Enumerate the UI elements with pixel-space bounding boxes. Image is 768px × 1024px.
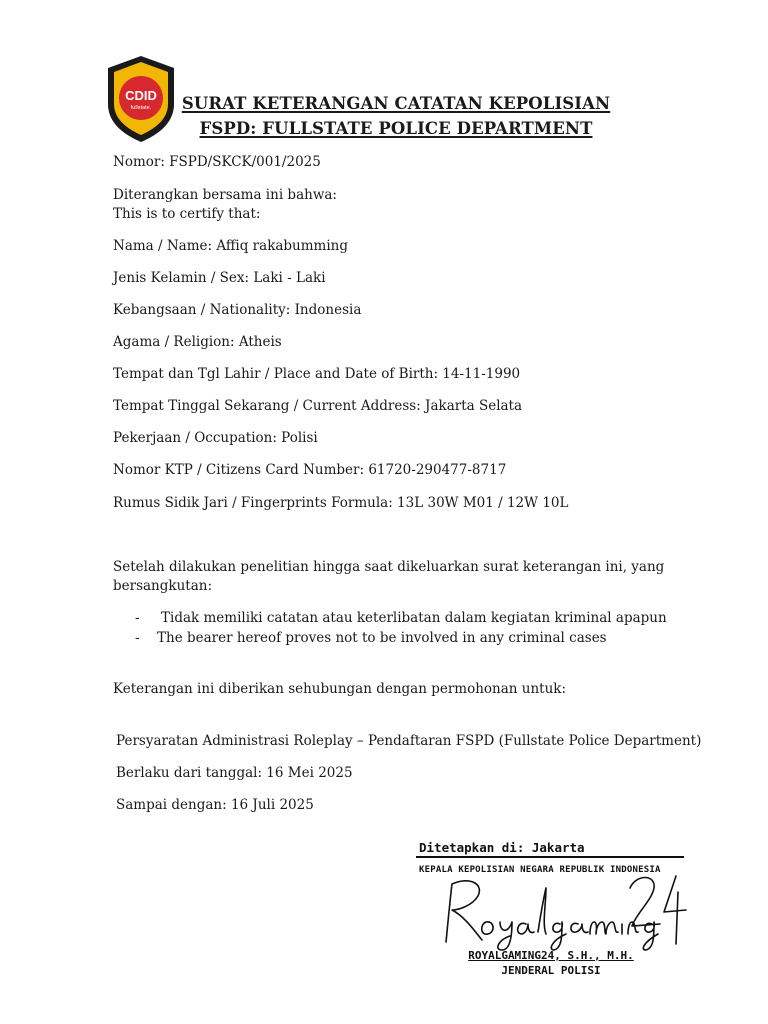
valid-until: Sampai dengan: 16 Juli 2025 bbox=[116, 797, 314, 813]
logo-text: CDID bbox=[125, 88, 157, 103]
intro-english: This is to certify that: bbox=[113, 206, 261, 222]
signature-divider bbox=[416, 856, 684, 858]
signatory-name: ROYALGAMING24, S.H., M.H. bbox=[468, 949, 634, 962]
logo-subtext: fullstate. bbox=[130, 105, 152, 111]
intro-indonesian: Diterangkan bersama ini bahwa: bbox=[113, 187, 337, 203]
signatory-rank: JENDERAL POLISI bbox=[501, 964, 601, 977]
field-occupation: Pekerjaan / Occupation: Polisi bbox=[113, 430, 318, 446]
bullet-dash: - bbox=[135, 630, 140, 646]
purpose: Persyaratan Administrasi Roleplay – Pendaftaran FSPD (Fullstate Police Department) bbox=[116, 733, 702, 749]
statement-line-2: bersangkutan: bbox=[113, 578, 212, 594]
signature-block bbox=[416, 836, 686, 986]
bullet-text: The bearer hereof proves not to be involved in any criminal cases bbox=[157, 630, 607, 646]
valid-from: Berlaku dari tanggal: 16 Mei 2025 bbox=[116, 765, 353, 781]
field-religion: Agama / Religion: Atheis bbox=[113, 334, 282, 350]
statement-line-1: Setelah dilakukan penelitian hingga saat dikeluarkan surat keterangan ini, yang bbox=[113, 559, 665, 575]
signature-place: Ditetapkan di: Jakarta bbox=[419, 840, 585, 855]
field-nationality: Kebangsaan / Nationality: Indonesia bbox=[113, 302, 362, 318]
field-birth: Tempat dan Tgl Lahir / Place and Date of Birth: 14-11-1990 bbox=[113, 366, 521, 382]
title-line-2: FSPD: FULLSTATE POLICE DEPARTMENT bbox=[199, 119, 593, 138]
field-address: Tempat Tinggal Sekarang / Current Address: Jakarta Selata bbox=[113, 398, 523, 414]
field-sex: Jenis Kelamin / Sex: Laki - Laki bbox=[113, 270, 326, 286]
handwritten-signature bbox=[430, 870, 688, 952]
purpose-intro: Keterangan ini diberikan sehubungan dengan permohonan untuk: bbox=[113, 681, 567, 697]
document-number: Nomor: FSPD/SKCK/001/2025 bbox=[113, 154, 321, 170]
field-fingerprint: Rumus Sidik Jari / Fingerprints Formula: 13L 30W M01 / 12W 10L bbox=[113, 495, 569, 511]
bullet-text: Tidak memiliki catatan atau keterlibatan dalam kegiatan kriminal apapun bbox=[161, 610, 667, 626]
bullet-dash: - bbox=[135, 610, 140, 626]
signature-office: KEPALA KEPOLISIAN NEGARA REPUBLIK INDONESIA bbox=[419, 865, 661, 875]
field-ktp: Nomor KTP / Citizens Card Number: 61720-290477-8717 bbox=[113, 462, 507, 478]
title-line-1: SURAT KETERANGAN CATATAN KEPOLISIAN bbox=[181, 94, 611, 113]
field-name: Nama / Name: Affiq rakabumming bbox=[113, 238, 349, 254]
